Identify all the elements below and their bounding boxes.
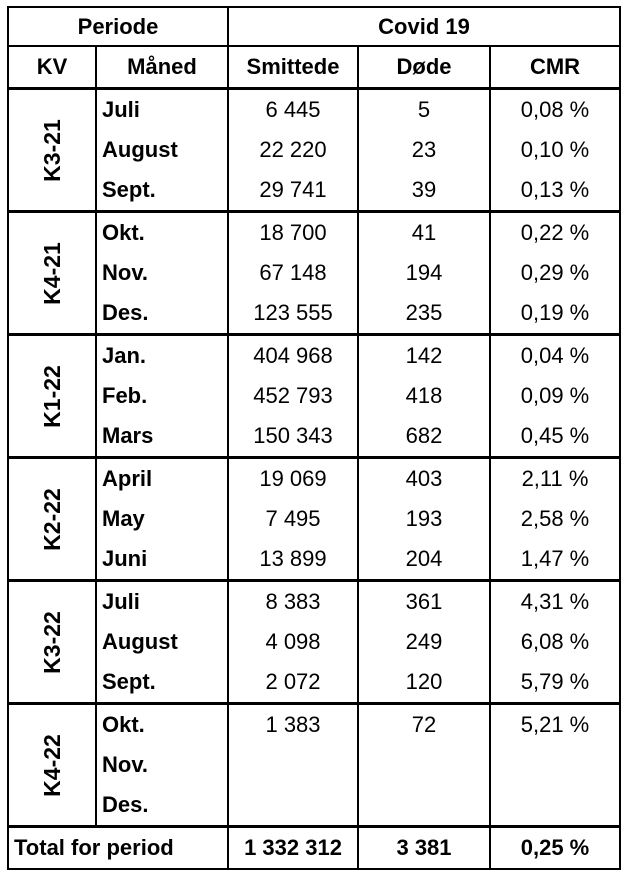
cmr-cell: 0,04 % [490,335,620,377]
month-cell: Nov. [96,253,228,293]
smittede-cell: 452 793 [228,376,358,416]
dode-cell: 39 [358,170,490,212]
cmr-cell: 0,22 % [490,212,620,254]
dode-header: Døde [358,46,490,89]
table-row [8,130,620,170]
smittede-cell: 67 148 [228,253,358,293]
dode-cell: 5 [358,89,490,131]
smittede-cell: 8 383 [228,581,358,623]
smittede-cell [228,785,358,827]
table-row [8,785,620,827]
table-row [8,376,620,416]
month-cell: Okt. [96,212,228,254]
month-cell: Jan. [96,335,228,377]
table-row [8,170,620,212]
cmr-cell: 0,09 % [490,376,620,416]
cmr-cell: 5,21 % [490,704,620,746]
smittede-cell: 18 700 [228,212,358,254]
table-row [8,89,620,131]
dode-cell: 418 [358,376,490,416]
dode-cell: 249 [358,622,490,662]
cmr-cell: 0,13 % [490,170,620,212]
month-cell: Sept. [96,170,228,212]
month-cell: Nov. [96,745,228,785]
total-cmr: 0,25 % [490,827,620,870]
dode-cell: 41 [358,212,490,254]
month-cell: August [96,130,228,170]
table-body [8,89,620,827]
smittede-cell: 29 741 [228,170,358,212]
smittede-header: Smittede [228,46,358,89]
dode-cell [358,745,490,785]
dode-cell: 235 [358,293,490,335]
total-label: Total for period [8,827,228,870]
dode-cell: 682 [358,416,490,458]
month-cell: Sept. [96,662,228,704]
periode-header: Periode [8,7,228,46]
smittede-cell: 123 555 [228,293,358,335]
quarter-cell [8,581,96,704]
cmr-cell [490,785,620,827]
month-cell: Des. [96,785,228,827]
table-row [8,704,620,746]
cmr-cell: 5,79 % [490,662,620,704]
quarter-cell [8,335,96,458]
cmr-cell: 0,29 % [490,253,620,293]
month-cell: Mars [96,416,228,458]
dode-cell [358,785,490,827]
dode-cell: 72 [358,704,490,746]
table-row [8,622,620,662]
month-cell: Juli [96,89,228,131]
smittede-cell: 19 069 [228,458,358,500]
quarter-label: K2-22 [38,487,65,551]
table-row [8,335,620,377]
smittede-cell [228,745,358,785]
smittede-cell: 6 445 [228,89,358,131]
month-cell: August [96,622,228,662]
month-cell: April [96,458,228,500]
cmr-cell: 6,08 % [490,622,620,662]
smittede-cell: 22 220 [228,130,358,170]
month-cell: Okt. [96,704,228,746]
quarter-label: K3-22 [38,610,65,674]
cmr-cell: 2,11 % [490,458,620,500]
quarter-label: K1-22 [38,364,65,428]
dode-cell: 204 [358,539,490,581]
quarter-cell [8,212,96,335]
total-smittede: 1 332 312 [228,827,358,870]
dode-cell: 194 [358,253,490,293]
smittede-cell: 13 899 [228,539,358,581]
table-row [8,745,620,785]
table-row [8,581,620,623]
smittede-cell: 7 495 [228,499,358,539]
cmr-cell: 1,47 % [490,539,620,581]
quarter-label: K4-21 [38,241,65,305]
quarter-label: K3-21 [38,118,65,182]
quarter-cell [8,458,96,581]
header-row-group [8,7,620,46]
table-row [8,293,620,335]
month-cell: Juli [96,581,228,623]
table-row [8,662,620,704]
table-row [8,539,620,581]
dode-cell: 23 [358,130,490,170]
total-row [8,827,620,870]
cmr-cell: 0,08 % [490,89,620,131]
table-row [8,458,620,500]
smittede-cell: 150 343 [228,416,358,458]
table-row [8,212,620,254]
table-row [8,253,620,293]
quarter-cell [8,89,96,212]
header-row-columns [8,46,620,89]
cmr-cell: 0,10 % [490,130,620,170]
covid-table [7,6,621,870]
month-cell: Feb. [96,376,228,416]
smittede-cell: 404 968 [228,335,358,377]
cmr-cell: 2,58 % [490,499,620,539]
quarter-cell [8,704,96,827]
cmr-header: CMR [490,46,620,89]
dode-cell: 403 [358,458,490,500]
cmr-cell: 0,19 % [490,293,620,335]
month-cell: Des. [96,293,228,335]
cmr-cell: 4,31 % [490,581,620,623]
total-dode: 3 381 [358,827,490,870]
dode-cell: 193 [358,499,490,539]
dode-cell: 361 [358,581,490,623]
smittede-cell: 4 098 [228,622,358,662]
dode-cell: 142 [358,335,490,377]
smittede-cell: 2 072 [228,662,358,704]
cmr-cell: 0,45 % [490,416,620,458]
covid-header: Covid 19 [228,7,620,46]
maned-header: Måned [96,46,228,89]
cmr-cell [490,745,620,785]
quarter-label: K4-22 [38,733,65,797]
month-cell: Juni [96,539,228,581]
month-cell: May [96,499,228,539]
smittede-cell: 1 383 [228,704,358,746]
table-row [8,416,620,458]
table-row [8,499,620,539]
kv-header: KV [8,46,96,89]
dode-cell: 120 [358,662,490,704]
